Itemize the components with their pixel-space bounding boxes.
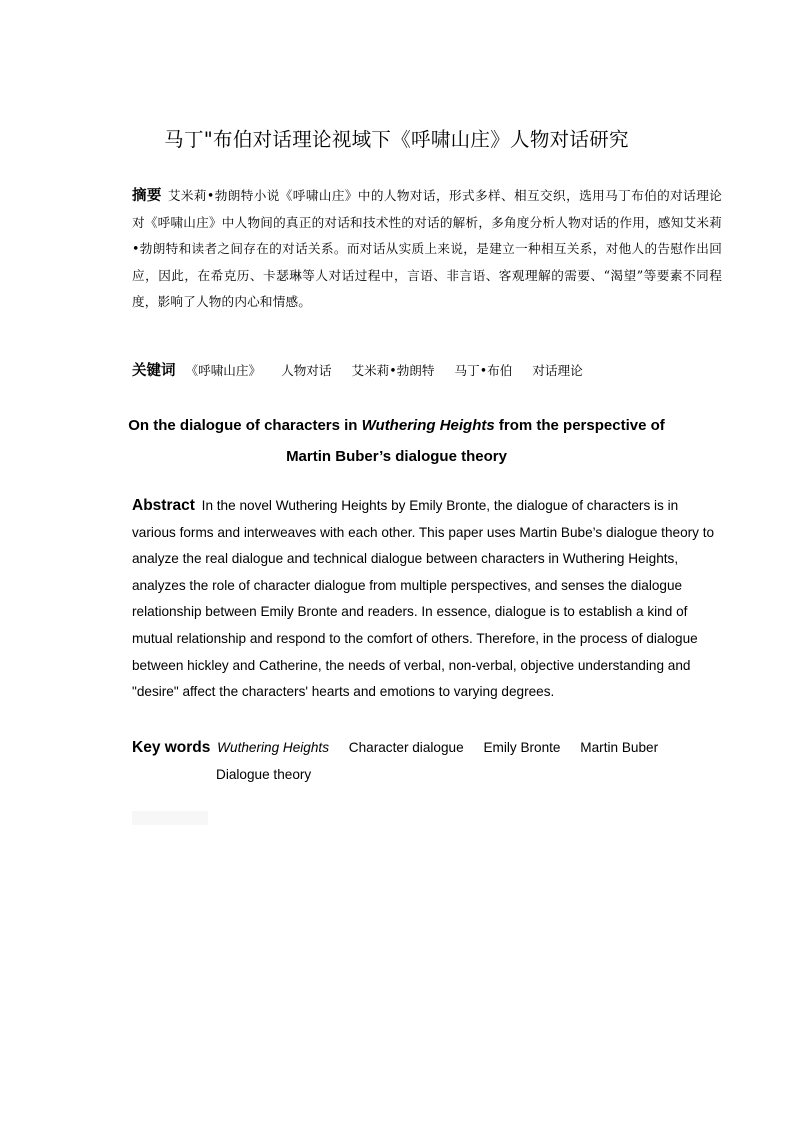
english-abstract-label: Abstract	[132, 497, 195, 514]
chinese-keyword: 马丁•布伯	[454, 363, 513, 378]
chinese-keyword: 艾米莉•勃朗特	[351, 363, 435, 378]
english-title-italic: Wuthering Heights	[361, 417, 495, 434]
english-title	[0, 410, 793, 472]
english-keyword: Character dialogue	[348, 740, 464, 755]
english-title-line2: Martin Buber’s dialogue theory	[286, 448, 507, 465]
english-keyword: Wuthering Heights	[217, 740, 329, 755]
english-abstract-text: In the novel Wuthering Heights by Emily Bronte, the dialogue of characters is in various forms and interweaves with each other. This paper uses Martin Bube’s dialogue theory to analyze the real dialogue and technical dialogue between characters in Wuthering Heights, analyzes the role of character dialogue from multiple perspectives, and senses the dialogue relationship between Emily Bronte and readers. In essence, dialogue is to establish a kind of mutual relationship and respond to the comfort of others. Therefore, in the process of dialogue between hickley and Catherine, the needs of verbal, non-verbal, objective understanding and "desire" affect the characters' hearts and emotions to varying degrees.	[132, 498, 715, 700]
chinese-keyword: 人物对话	[281, 363, 332, 378]
english-keywords	[132, 734, 732, 788]
chinese-keyword: 《呼啸山庄》	[185, 363, 262, 378]
chinese-title: 马丁"布伯对话理论视域下《呼啸山庄》人物对话研究	[164, 128, 629, 151]
chinese-abstract	[132, 183, 722, 316]
english-keywords-label: Key words	[132, 739, 211, 756]
english-keyword: Dialogue theory	[216, 767, 312, 782]
chinese-keywords	[132, 360, 732, 382]
english-abstract	[132, 493, 722, 706]
chinese-keywords-label: 关键词	[132, 363, 176, 379]
chinese-keyword: 对话理论	[532, 363, 583, 378]
chinese-abstract-label: 摘要	[132, 188, 162, 204]
english-keyword: Emily Bronte	[483, 740, 561, 755]
faint-artifact	[132, 811, 208, 825]
english-title-part2: from the perspective of	[494, 417, 665, 434]
english-title-part1: On the dialogue of characters in	[128, 417, 362, 434]
chinese-abstract-text: 艾米莉•勃朗特小说《呼啸山庄》中的人物对话，形式多样、相互交织，选用马丁布伯的对话理论对《呼啸山庄》中人物间的真正的对话和技术性的对话的解析，多角度分析人物对话的作用，感知艾米莉•勃朗特和读者之间存在的对话关系。而对话从实质上来说，是建立一种相互关系，对他人的告慰作出回应，因此，在希克历、卡瑟琳等人对话过程中，言语、非言语、客观理解的需要、“渴望”等要素不同程度，影响了人物的内心和情感。	[132, 188, 722, 310]
english-keyword: Martin Buber	[580, 740, 659, 755]
